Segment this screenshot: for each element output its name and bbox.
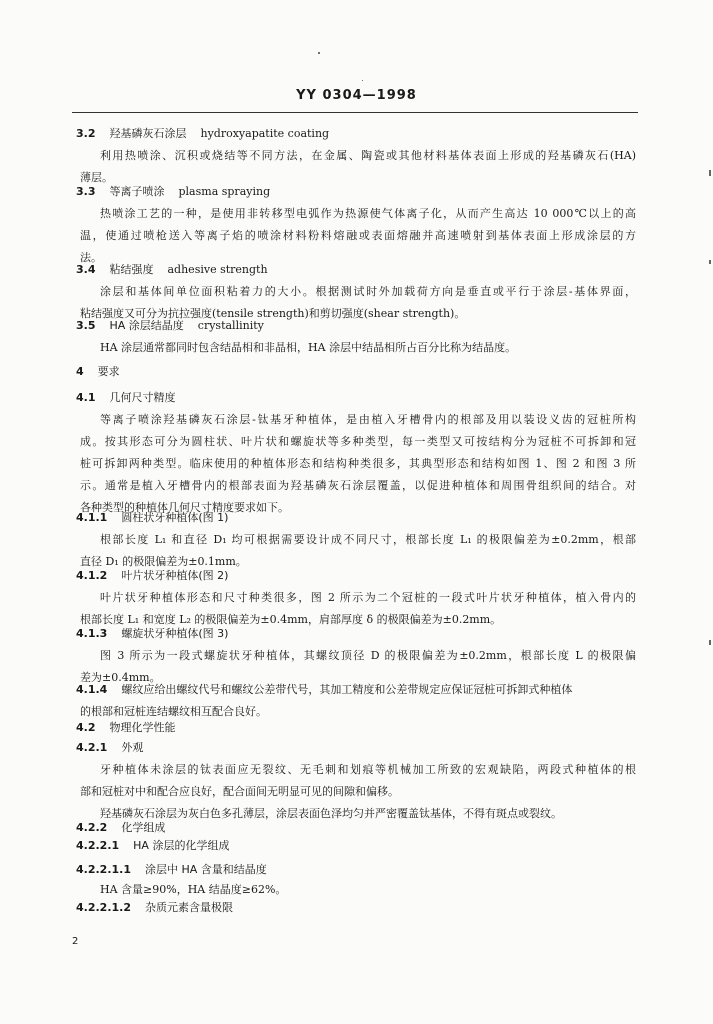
section-heading-s3-5 — [76, 316, 264, 336]
paragraph-line-s4-2-1-p3: 羟基磷灰石涂层为灰白色多孔薄层，涂层表面色泽均匀并严密覆盖钛基体，不得有斑点或裂纹。 — [100, 807, 562, 820]
paragraph-line-s3-3-p1: 热喷涂工艺的一种，是使用非转移型电弧作为热源使气体离子化，从而产生高达 10 000℃以上的高 — [100, 207, 636, 220]
paragraph-line-s4-1-p3: 桩可拆卸两种类型。临床使用的种植体形态和结构种类很多，其典型形态和结构如图 1、图 2 和图 3 所 — [80, 457, 636, 470]
section-heading-s4-1-2 — [76, 566, 228, 586]
scan-edge-mark — [709, 640, 711, 645]
page-header-standard-number: YY 0304—1998 — [296, 88, 417, 103]
paragraph-line-s4-1-1-p2: 直径 D₁ 的极限偏差为±0.1mm。 — [80, 555, 247, 568]
scan-edge-mark — [709, 170, 711, 176]
section-heading-s4-1 — [76, 388, 176, 408]
section-number: 4.1.1 — [76, 511, 108, 524]
section-number: 4.2.2.1 — [76, 839, 120, 852]
section-heading-s4-2 — [76, 718, 176, 738]
section-heading-s3-4 — [76, 260, 268, 280]
section-title: 等离子喷涂 — [109, 185, 165, 198]
section-number: 4.2.1 — [76, 741, 108, 754]
paragraph-line-s4-1-2-p1: 叶片状牙种植体形态和尺寸种类很多，图 2 所示为二个冠桩的一段式叶片状牙种植体，植入骨内的 — [100, 591, 636, 604]
header-divider — [72, 112, 638, 113]
section-title: 涂层中 HA 含量和结晶度 — [144, 863, 267, 876]
section-heading-s4-2-2-1-2 — [76, 898, 233, 918]
section-title: HA 涂层结晶度 — [109, 319, 184, 332]
section-heading-s4-2-2-1 — [76, 836, 229, 856]
section-title-english: adhesive strength — [167, 263, 268, 276]
paragraph-line-s4-1-p4: 示。通常是植入牙槽骨内的根部表面为羟基磷灰石涂层覆盖，以促进种植体和周围骨组织间的结合。对 — [80, 479, 636, 492]
section-title: 螺旋状牙种植体(图 3) — [121, 627, 229, 640]
section-title: 圆柱状牙种植体(图 1) — [121, 511, 229, 524]
paragraph-line-s4-1-p5: 各种类型的种植体几何尺寸精度要求如下。 — [80, 501, 289, 514]
section-number: 4.2.2.1.2 — [76, 901, 131, 914]
section-heading-s4 — [76, 362, 120, 382]
section-heading-s4-2-1 — [76, 738, 143, 758]
section-title: 螺纹应给出螺纹代号和螺纹公差带代号，其加工精度和公差带规定应保证冠桩可拆卸式种植体 — [121, 683, 573, 696]
paragraph-line-s4-2-2-1-1-p1: HA 含量≥90%，HA 结晶度≥62%。 — [100, 883, 287, 896]
section-title-english: plasma spraying — [178, 185, 271, 198]
section-title: 要求 — [97, 365, 120, 378]
section-number: 4.1.3 — [76, 627, 108, 640]
section-heading-s4-2-2-1-1 — [76, 860, 267, 880]
section-heading-s4-1-1 — [76, 508, 228, 528]
paragraph-line-s3-2-p1: 利用热喷涂、沉积或烧结等不同方法，在金属、陶瓷或其他材料基体表面上形成的羟基磷灰石(HA) — [100, 149, 636, 162]
section-title: HA 涂层的化学组成 — [133, 839, 230, 852]
paragraph-line-s4-2-1-p2: 部和冠桩对中和配合应良好，配合面间无明显可见的间隙和偏移。 — [80, 785, 399, 798]
paragraph-line-s3-5-p1: HA 涂层通常都同时包含结晶相和非晶相，HA 涂层中结晶相所占百分比称为结晶度。 — [100, 341, 517, 354]
paragraph-line-s3-3-p2: 温，使通过喷枪送入等离子焰的喷涂材料粉料熔融或表面熔融并高速喷射到基体表面上形成涂层的方 — [80, 229, 636, 242]
section-title: 化学组成 — [121, 821, 166, 834]
section-number: 3.4 — [76, 263, 96, 276]
paragraph-line-s4-1-p2: 成。按其形态可分为圆柱状、叶片状和螺旋状等多种类型，每一类型又可按结构分为冠桩不可拆卸和冠 — [80, 435, 636, 448]
paragraph-line-s4-2-1-p1: 牙种植体未涂层的钛表面应无裂纹、无毛刺和划痕等机械加工所致的宏观缺陷，两段式种植体的根 — [100, 763, 636, 776]
paragraph-line-s4-1-3-p1: 图 3 所示为一段式螺旋状牙种植体，其螺纹顶径 D 的极限偏差为±0.2mm，根部长度 L 的极限偏 — [100, 649, 636, 662]
section-number: 3.5 — [76, 319, 96, 332]
section-title: 杂质元素含量极限 — [144, 901, 233, 914]
section-number: 4.2 — [76, 721, 96, 734]
section-heading-s3-3 — [76, 182, 270, 202]
section-title: 叶片状牙种植体(图 2) — [121, 569, 229, 582]
section-title-english: crystallinity — [197, 319, 264, 332]
paragraph-line-s3-4-p2: 粘结强度又可分为抗拉强度(tensile strength)和剪切强度(shear strength)。 — [80, 307, 466, 320]
scan-speck — [318, 52, 320, 54]
page-number: 2 — [72, 936, 79, 947]
section-title: 几何尺寸精度 — [109, 391, 176, 404]
section-heading-s4-1-3 — [76, 624, 228, 644]
paragraph-line-s4-1-3-p2: 差为±0.4mm。 — [80, 671, 161, 684]
paragraph-line-s4-1-p1: 等离子喷涂羟基磷灰石涂层-钛基牙种植体，是由植入牙槽骨内的根部及用以装设义齿的冠桩所构 — [100, 413, 636, 426]
section-number: 4.2.2 — [76, 821, 108, 834]
scan-edge-mark — [709, 260, 711, 264]
section-number: 4 — [76, 365, 84, 378]
section-number: 4.1.2 — [76, 569, 108, 582]
section-title: 羟基磷灰石涂层 — [109, 127, 187, 140]
section-heading-s3-2 — [76, 124, 329, 144]
section-heading-s4-2-2 — [76, 818, 165, 838]
section-title: 粘结强度 — [109, 263, 154, 276]
paragraph-line-s4-1-1-p1: 根部长度 L₁ 和直径 D₁ 均可根据需要设计成不同尺寸，根部长度 L₁ 的极限偏差为±0.2mm，根部 — [100, 533, 636, 546]
section-number: 4.2.2.1.1 — [76, 863, 131, 876]
paragraph-line-s3-3-p3: 法。 — [80, 251, 102, 264]
section-number: 4.1.4 — [76, 683, 108, 696]
section-number: 3.2 — [76, 127, 96, 140]
paragraph-line-s3-4-p1: 涂层和基体间单位面积粘着力的大小。根据测试时外加载荷方向是垂直或平行于涂层-基体界面， — [100, 285, 636, 298]
paragraph-line-s4-1-2-p2: 根部长度 L₁ 和宽度 L₂ 的极限偏差为±0.4mm，肩部厚度 δ 的极限偏差为±0.2mm。 — [80, 613, 502, 626]
scan-speck — [362, 80, 363, 81]
section-title: 外观 — [121, 741, 144, 754]
paragraph-line-s4-1-4-p1: 的根部和冠桩连结螺纹相互配合良好。 — [80, 705, 267, 718]
section-heading-s4-1-4 — [76, 680, 572, 700]
section-title-english: hydroxyapatite coating — [200, 127, 330, 140]
section-number: 4.1 — [76, 391, 96, 404]
paragraph-line-s3-2-p2: 薄层。 — [80, 171, 113, 184]
section-title: 物理化学性能 — [109, 721, 176, 734]
section-number: 3.3 — [76, 185, 96, 198]
